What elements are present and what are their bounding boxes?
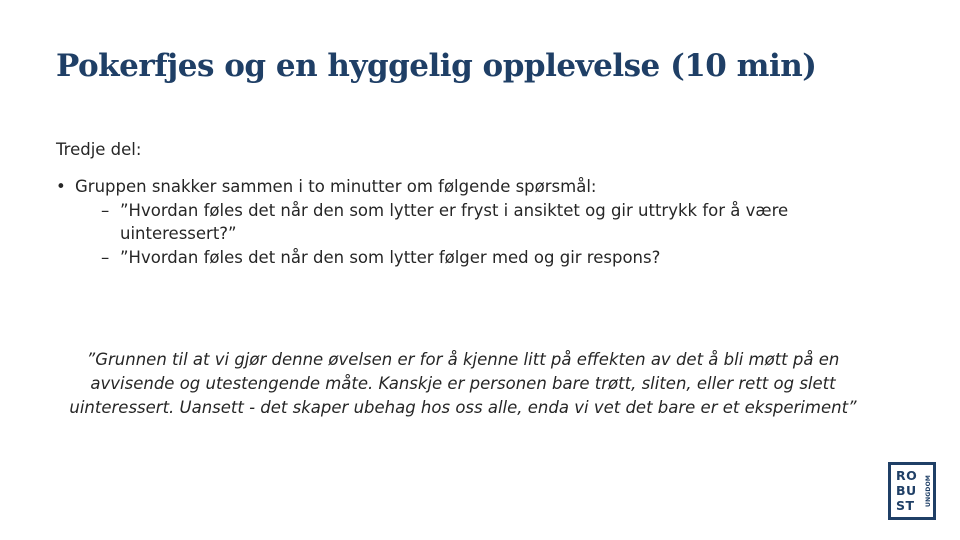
section-heading: Tredje del: <box>56 140 142 159</box>
logo-line: RO <box>896 468 918 483</box>
dash-icon: – <box>101 247 110 267</box>
logo-side-text: UNGDOM <box>925 474 932 508</box>
bullet-item <box>56 175 886 198</box>
robust-ungdom-logo <box>888 462 936 520</box>
slide-body <box>56 138 886 269</box>
logo-letters <box>896 468 917 513</box>
closing-quote: ”Grunnen til at vi gjør denne øvelsen er for å kjenne litt på effekten av det å bli møtt på en avvisende og utestengende måte. Kanskje er personen bare trøtt, sliten, eller rett og slett uinteressert. Uansett - det skaper ubehag hos oss alle, enda vi vet det bare er et eksperiment” <box>69 350 857 418</box>
sub-item-question-1 <box>56 199 886 246</box>
logo-line: ST <box>896 498 915 513</box>
bullet-icon: • <box>56 177 66 197</box>
slide-title: Pokerfjes og en hyggelig opplevelse (10 min) <box>56 48 817 84</box>
bullet-text: Gruppen snakker sammen i to minutter om følgende spørsmål: <box>75 177 597 197</box>
sub-item-text: ”Hvordan føles det når den som lytter er fryst i ansiktet og gir uttrykk for å være uinteressert?” <box>120 200 789 244</box>
dash-icon: – <box>101 200 110 220</box>
logo-line: BU <box>896 483 917 498</box>
sub-item-text: ”Hvordan føles det når den som lytter følger med og gir respons? <box>120 247 661 267</box>
sub-item-question-2 <box>56 246 886 269</box>
